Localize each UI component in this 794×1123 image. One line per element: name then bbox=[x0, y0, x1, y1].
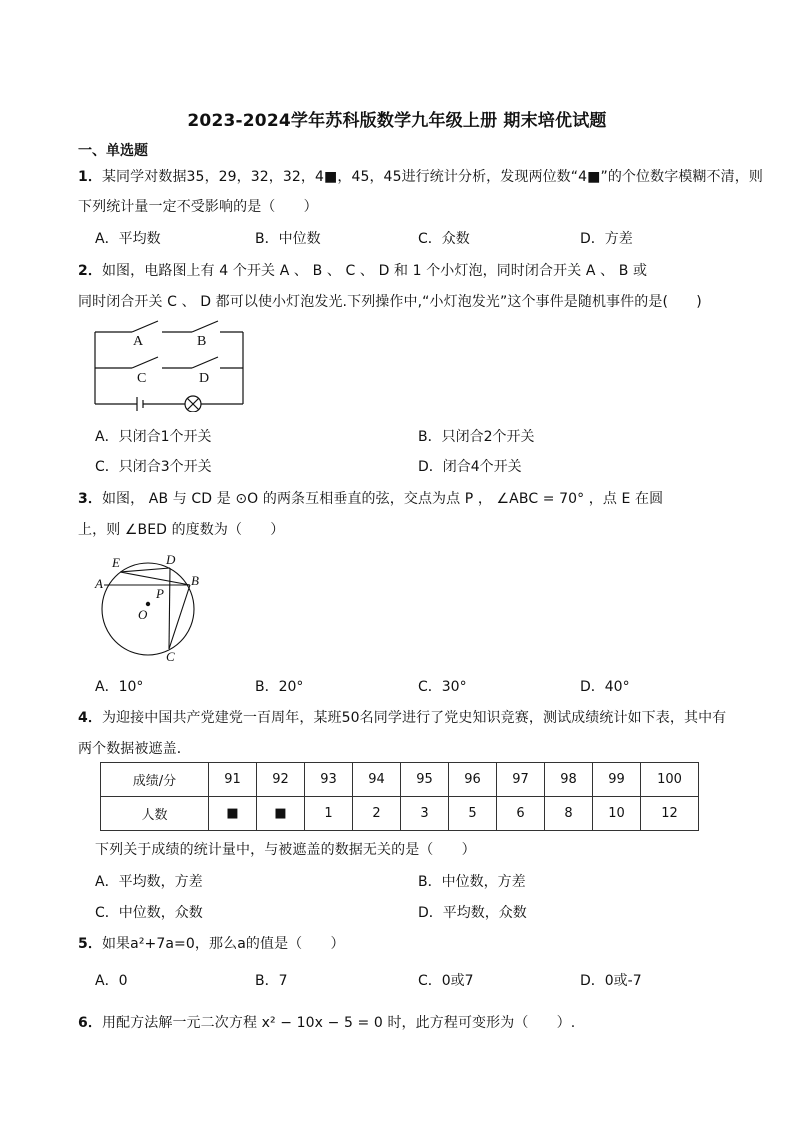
table-header-cell: 人数 bbox=[101, 797, 209, 831]
table-cell: 94 bbox=[353, 763, 401, 797]
score-table bbox=[100, 762, 699, 831]
q4-option-b[interactable]: B．中位数，方差 bbox=[418, 874, 526, 890]
point-p-label: P bbox=[156, 586, 164, 601]
q5-option-d[interactable]: D．0或-7 bbox=[580, 973, 642, 989]
table-cell: 6 bbox=[497, 797, 545, 831]
q5-text-1: 如果a²+7a=0，那么a的值是（ ） bbox=[101, 936, 345, 952]
q4-line3: 下列关于成绩的统计量中，与被遮盖的数据无关的是（ ） bbox=[95, 842, 476, 858]
q2-option-d[interactable]: D．闭合4个开关 bbox=[418, 459, 522, 475]
q3-line1 bbox=[78, 488, 663, 508]
q2-option-b[interactable]: B．只闭合2个开关 bbox=[418, 429, 535, 445]
q2-option-a[interactable]: A．只闭合1个开关 bbox=[95, 429, 212, 445]
q3-option-a[interactable]: A．10° bbox=[95, 679, 144, 695]
table-cell: 10 bbox=[593, 797, 641, 831]
table-cell: 95 bbox=[401, 763, 449, 797]
table-cell: 5 bbox=[449, 797, 497, 831]
table-cell: 100 bbox=[641, 763, 699, 797]
q4-option-d[interactable]: D．平均数，众数 bbox=[418, 905, 527, 921]
point-a-label: A bbox=[95, 576, 103, 591]
table-cell: 93 bbox=[305, 763, 353, 797]
page-title: 2023-2024学年苏科版数学九年级上册 期末培优试题 bbox=[187, 111, 607, 131]
q3-option-b[interactable]: B．20° bbox=[255, 679, 304, 695]
q1-option-d[interactable]: D．方差 bbox=[580, 231, 633, 247]
q3-text-1: 如图， AB 与 CD 是 ⊙O 的两条互相垂直的弦，交点为点 P ， ∠ABC = 70° ，点 E 在圆 bbox=[101, 491, 664, 507]
point-o-label: O bbox=[138, 607, 148, 622]
point-b-label: B bbox=[191, 573, 199, 588]
switch-b-label: B bbox=[197, 334, 207, 349]
q4-option-a[interactable]: A．平均数，方差 bbox=[95, 874, 203, 890]
table-cell: 98 bbox=[545, 763, 593, 797]
table-cell-masked: ■ bbox=[257, 797, 305, 831]
point-c-label: C bbox=[166, 649, 175, 664]
circuit-diagram bbox=[92, 318, 248, 412]
table-cell: 99 bbox=[593, 763, 641, 797]
q4-option-c[interactable]: C．中位数，众数 bbox=[95, 905, 203, 921]
table-cell: 3 bbox=[401, 797, 449, 831]
q4-line2: 两个数据被遮盖． bbox=[78, 741, 191, 757]
table-cell: 1 bbox=[305, 797, 353, 831]
q2-option-c[interactable]: C．只闭合3个开关 bbox=[95, 459, 212, 475]
table-cell: 91 bbox=[209, 763, 257, 797]
q6-number: 6． bbox=[78, 1015, 102, 1031]
q3-option-c[interactable]: C．30° bbox=[418, 679, 467, 695]
q1-option-b[interactable]: B．中位数 bbox=[255, 231, 321, 247]
q4-text-1: 为迎接中国共产党建党一百周年，某班50名同学进行了党史知识竞赛，测试成绩统计如下表，其中有 bbox=[101, 710, 727, 726]
q6-text-1: 用配方法解一元二次方程 x² − 10x − 5 = 0 时，此方程可变形为（ ）. bbox=[101, 1015, 576, 1031]
q1-line2: 下列统计量一定不受影响的是（ ） bbox=[78, 199, 318, 215]
q1-option-c[interactable]: C．众数 bbox=[418, 231, 470, 247]
q2-line2: 同时闭合开关 C 、 D 都可以使小灯泡发光.下列操作中,“小灯泡发光”这个事件是随机事件的是( ) bbox=[78, 294, 702, 310]
table-cell: 96 bbox=[449, 763, 497, 797]
q4-number: 4． bbox=[78, 710, 102, 726]
point-e-label: E bbox=[112, 555, 120, 570]
switch-d-label: D bbox=[199, 371, 210, 386]
q5-number: 5． bbox=[78, 936, 102, 952]
q1-line1 bbox=[78, 166, 763, 186]
q3-option-d[interactable]: D．40° bbox=[580, 679, 630, 695]
q5-option-c[interactable]: C．0或7 bbox=[418, 973, 474, 989]
q1-number: 1． bbox=[78, 169, 102, 185]
q5-option-a[interactable]: A．0 bbox=[95, 973, 128, 989]
q1-text-1: 某同学对数据35，29，32，32，4■，45，45进行统计分析，发现两位数“4■”的个位数字模糊不清，则 bbox=[101, 169, 763, 185]
switch-c-label: C bbox=[137, 371, 147, 386]
switch-a-label: A bbox=[133, 334, 144, 349]
table-cell: 2 bbox=[353, 797, 401, 831]
q6-line1 bbox=[78, 1012, 575, 1032]
table-cell: 92 bbox=[257, 763, 305, 797]
table-cell: 12 bbox=[641, 797, 699, 831]
table-row bbox=[101, 797, 699, 831]
q3-line2: 上，则 ∠BED 的度数为（ ） bbox=[78, 522, 285, 538]
center-point bbox=[146, 602, 150, 606]
q5-option-b[interactable]: B．7 bbox=[255, 973, 288, 989]
q2-text-1: 如图，电路图上有 4 个开关 A 、 B 、 C 、 D 和 1 个小灯泡，同时闭合开关 A 、 B 或 bbox=[101, 263, 648, 279]
q2-number: 2． bbox=[78, 263, 102, 279]
q3-number: 3． bbox=[78, 491, 102, 507]
table-row bbox=[101, 763, 699, 797]
point-d-label: D bbox=[166, 552, 176, 567]
q5-line1 bbox=[78, 933, 345, 953]
table-cell: 8 bbox=[545, 797, 593, 831]
circle-diagram bbox=[92, 548, 210, 664]
table-cell: 97 bbox=[497, 763, 545, 797]
q2-line1 bbox=[78, 260, 647, 280]
table-header-cell: 成绩/分 bbox=[101, 763, 209, 797]
section-heading: 一、单选题 bbox=[78, 143, 148, 159]
q1-option-a[interactable]: A．平均数 bbox=[95, 231, 161, 247]
q4-line1 bbox=[78, 707, 726, 727]
table-cell-masked: ■ bbox=[209, 797, 257, 831]
